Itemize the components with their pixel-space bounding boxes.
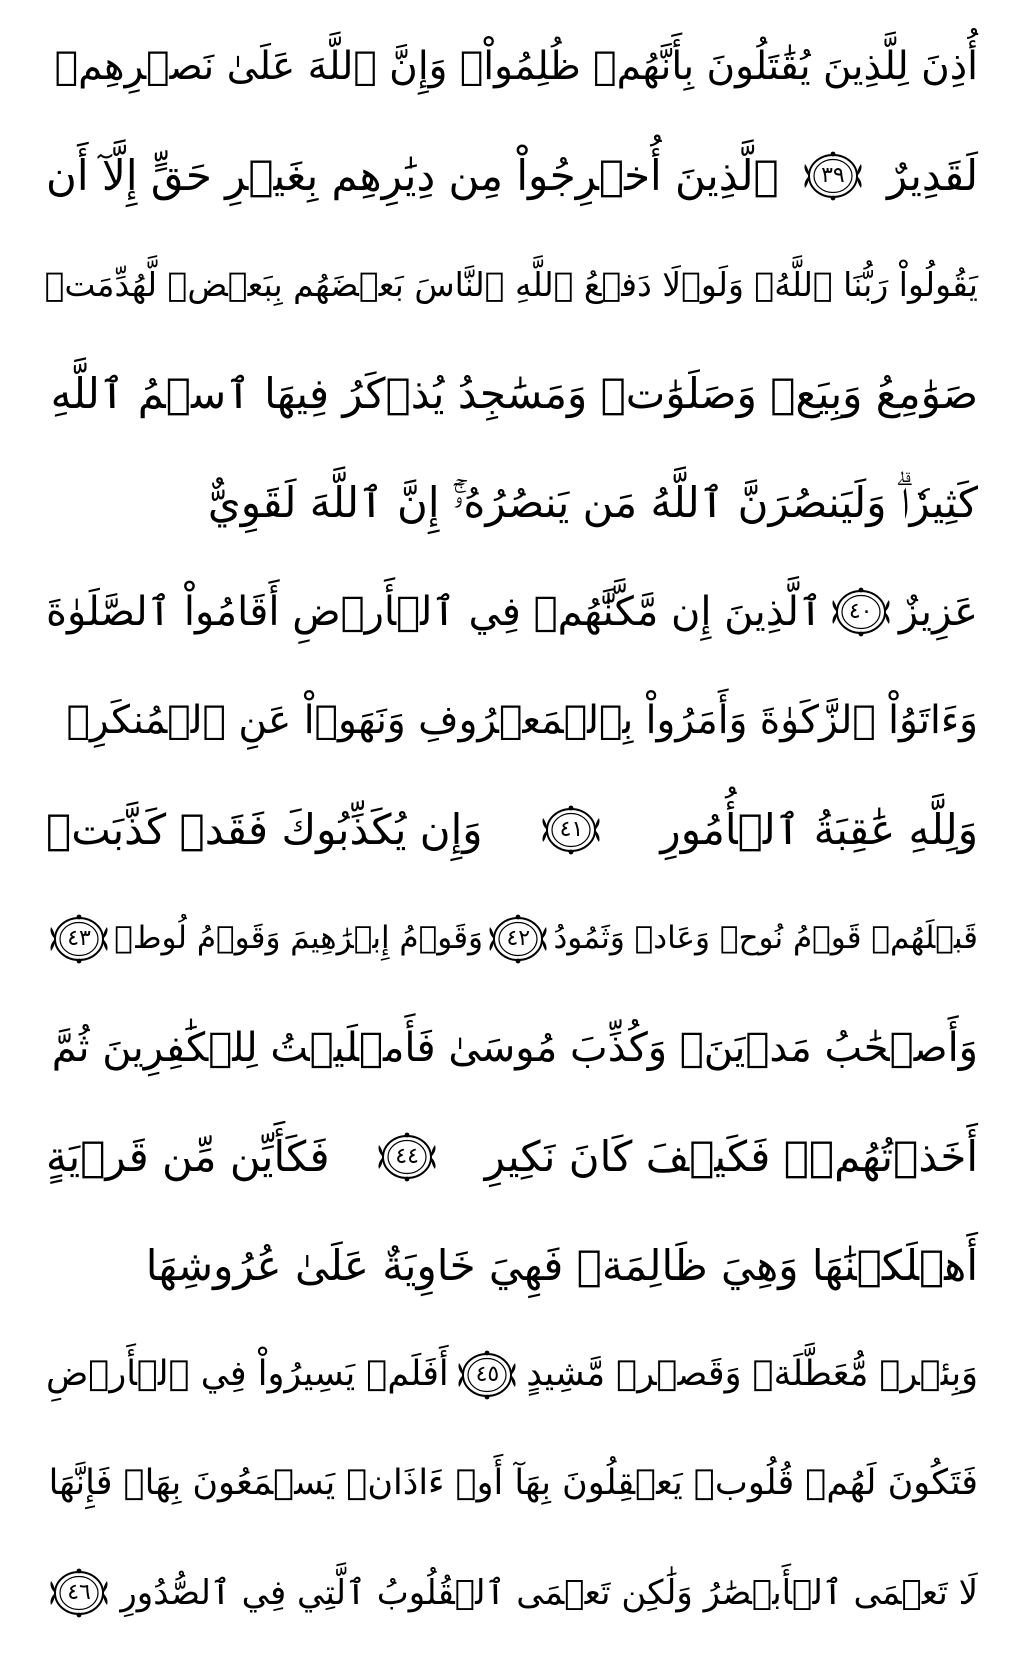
ayah-end-marker — [374, 1131, 440, 1183]
verse-text: أَخَذۡتُهُمۡۖ فَكَيۡفَ كَانَ نَكِيرِ — [484, 1131, 978, 1181]
text-line — [46, 12, 978, 121]
verse-text: يَقُولُواْ رَبُّنَا ٱللَّهُۗ وَلَوۡلَا دَفۡعُ ٱللَّهِ ٱلنَّاسَ بَعۡضَهُم بِبَعۡضٖ لَّهُدِّمَتۡ — [44, 265, 978, 304]
verse-text: وَقَوۡمُ إِبۡرَٰهِيمَ وَقَوۡمُ لُوطٖ — [114, 920, 484, 956]
text-line — [46, 1538, 978, 1647]
ayah-end-marker — [828, 586, 894, 638]
verse-text: أُذِنَ لِلَّذِينَ يُقَٰتَلُونَ بِأَنَّهُمۡ ظُلِمُواْۚ وَإِنَّ ٱللَّهَ عَلَىٰ نَصۡرِهِمۡ — [54, 44, 978, 89]
ayah-end-marker — [454, 1349, 520, 1401]
text-line — [46, 1102, 978, 1211]
verse-text: وَلِلَّهِ عَٰقِبَةُ ٱلۡأُمُورِ — [660, 804, 978, 854]
ayah-number: ٣٩ — [821, 162, 845, 188]
ayah-number: ٤٤ — [395, 1143, 419, 1169]
ayah-end-marker — [46, 913, 112, 965]
ayah-number: ٤٦ — [67, 1579, 91, 1605]
verse-text: وَءَاتَوُاْ ٱلزَّكَوٰةَ وَأَمَرُواْ بِٱلۡمَعۡرُوفِ وَنَهَوۡاْ عَنِ ٱلۡمُنكَرِۗ — [66, 698, 978, 743]
verse-text: أَفَلَمۡ يَسِيرُواْ فِي ٱلۡأَرۡضِ — [46, 1354, 449, 1394]
text-line — [46, 1429, 978, 1538]
verse-text: ٱلَّذِينَ إِن مَّكَّنَّٰهُمۡ فِي ٱلۡأَرۡضِ أَقَامُواْ ٱلصَّلَوٰةَ — [46, 588, 823, 635]
verse-text: صَوَٰمِعُ وَبِيَعٞ وَصَلَوَٰتٞ وَمَسَٰجِدُ يُذۡكَرُ فِيهَا ٱسۡمُ ٱللَّهِ — [50, 368, 978, 418]
verse-text: ٱلَّذِينَ أُخۡرِجُواْ مِن دِيَٰرِهِم بِغَيۡرِ حَقٍّ إِلَّآ أَن — [46, 150, 779, 200]
verse-text: كَثِيرٗاۗ وَلَيَنصُرَنَّ ٱللَّهُ مَن يَنصُرُهُۥٓۚ إِنَّ ٱللَّهَ لَقَوِيٌّ — [207, 477, 978, 527]
text-line — [46, 230, 978, 339]
ayah-end-marker — [800, 150, 866, 202]
verse-text: لَقَدِيرٌ — [887, 150, 978, 200]
verse-text: فَتَكُونَ لَهُمۡ قُلُوبٞ يَعۡقِلُونَ بِهَآ أَوۡ ءَاذَانٞ يَسۡمَعُونَ بِهَاۖ فَإِنَّهَا — [48, 1463, 978, 1503]
ayah-number: ٤٠ — [848, 598, 873, 624]
ayah-end-marker — [538, 804, 604, 856]
ayah-number: ٤١ — [559, 816, 584, 842]
ayah-number: ٤٢ — [506, 925, 531, 951]
verse-text: لَا تَعۡمَى ٱلۡأَبۡصَٰرُ وَلَٰكِن تَعۡمَى ٱلۡقُلُوبُ ٱلَّتِي فِي ٱلصُّدُورِ — [120, 1572, 978, 1613]
ayah-number: ٤٥ — [475, 1361, 500, 1387]
verse-text: قَبۡلَهُمۡ قَوۡمُ نُوحٖ وَعَادٞ وَثَمُودُ — [553, 920, 978, 956]
text-line — [46, 666, 978, 775]
text-line — [46, 884, 978, 993]
ayah-end-marker — [46, 1567, 112, 1619]
text-line — [46, 1320, 978, 1429]
text-line — [46, 448, 978, 557]
text-line — [46, 1211, 978, 1320]
verse-text: وَبِئۡرٖ مُّعَطَّلَةٖ وَقَصۡرٖ مَّشِيدٍ — [526, 1354, 978, 1394]
text-line — [46, 339, 978, 448]
text-line — [46, 775, 978, 884]
verse-text: فَكَأَيِّن مِّن قَرۡيَةٍ — [46, 1131, 330, 1181]
ayah-end-marker — [485, 913, 551, 965]
verse-text: وَأَصۡحَٰبُ مَدۡيَنَۖ وَكُذِّبَ مُوسَىٰ فَأَمۡلَيۡتُ لِلۡكَٰفِرِينَ ثُمَّ — [51, 1024, 978, 1071]
text-line — [46, 121, 978, 230]
verse-text: أَهۡلَكۡنَٰهَا وَهِيَ ظَالِمَةٞ فَهِيَ خَاوِيَةٌ عَلَىٰ عُرُوشِهَا — [145, 1240, 978, 1290]
verse-text: وَإِن يُكَذِّبُوكَ فَقَدۡ كَذَّبَتۡ — [46, 804, 483, 854]
text-line — [46, 993, 978, 1102]
verse-text: عَزِيزٌ — [898, 588, 978, 635]
ayah-number: ٤٣ — [67, 925, 91, 951]
text-line — [46, 557, 978, 666]
